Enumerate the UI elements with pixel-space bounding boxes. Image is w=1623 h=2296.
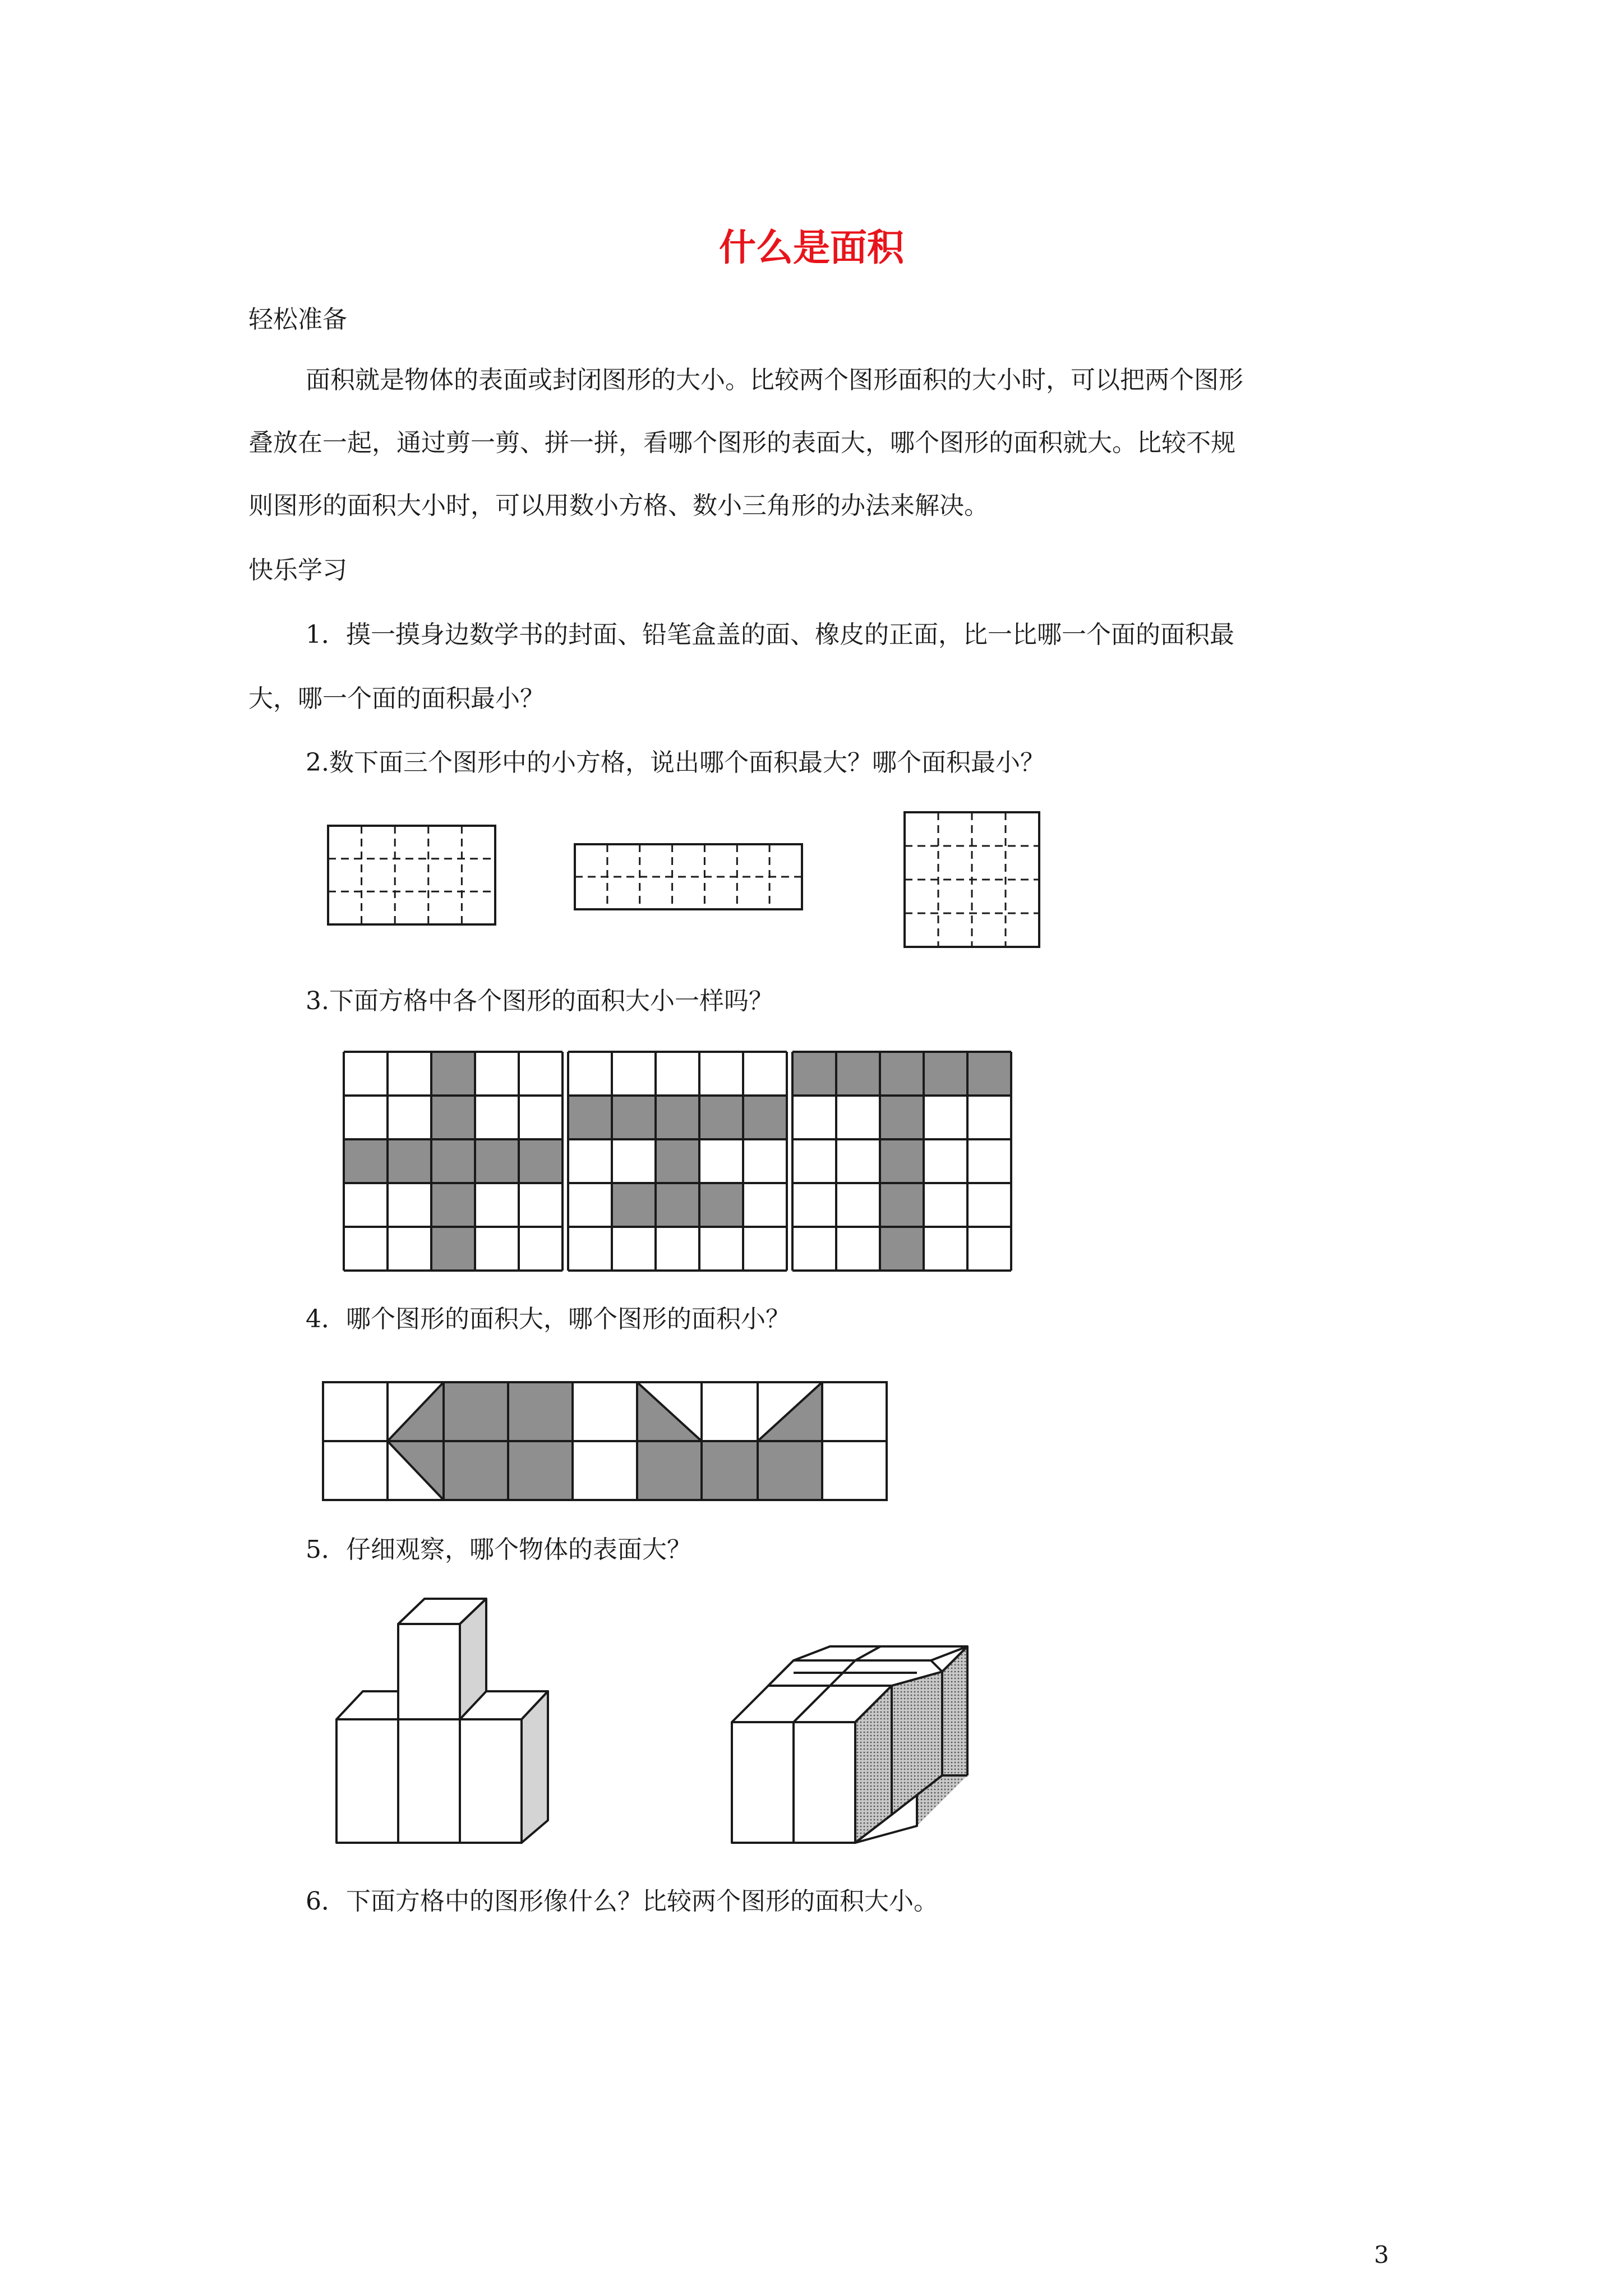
- q3-shaded-cell: [924, 1052, 967, 1096]
- q3-figure: [336, 1043, 1021, 1279]
- q3-shaded-cell: [880, 1139, 924, 1183]
- q3-shaded-cell: [431, 1052, 475, 1096]
- q3-grid-3: [792, 1052, 1011, 1271]
- q3-shaded-cell: [568, 1096, 612, 1139]
- q3-shaded-cell: [656, 1096, 699, 1139]
- q3-shaded-cell: [431, 1227, 475, 1271]
- q3-shaded-cell: [431, 1096, 475, 1139]
- q2-rect-1: [328, 826, 495, 924]
- question-1-line-2: 大，哪一个面的面积最小？: [248, 684, 545, 713]
- question-2: 2.数下面三个图形中的小方格，说出哪个面积最大？哪个面积最小？: [306, 748, 1045, 777]
- q3-shaded-cell: [880, 1183, 924, 1227]
- question-6: 6．下面方格中的图形像什么？比较两个图形的面积大小。: [306, 1887, 938, 1916]
- q3-shaded-cell: [743, 1096, 787, 1139]
- q3-shaded-cell: [880, 1052, 924, 1096]
- q3-shaded-cell: [519, 1139, 562, 1183]
- question-3: 3.下面方格中各个图形的面积大小一样吗？: [306, 987, 773, 1015]
- q3-shaded-cell: [475, 1139, 519, 1183]
- q3-shaded-cell: [792, 1052, 836, 1096]
- q2-rect-3-dashes: [905, 812, 1039, 947]
- learn-heading: 快乐学习: [248, 556, 347, 585]
- question-5: 5．仔细观察，哪个物体的表面大？: [306, 1535, 691, 1564]
- q3-shaded-cell: [836, 1052, 880, 1096]
- q2-rect-2: [575, 844, 802, 909]
- q4-figure: [320, 1372, 892, 1506]
- q3-shaded-cell: [656, 1183, 699, 1227]
- q3-shaded-cell: [699, 1183, 743, 1227]
- q3-shaded-cell: [388, 1139, 431, 1183]
- q3-shaded-cell: [344, 1139, 388, 1183]
- prep-line-2: 叠放在一起，通过剪一剪、拼一拼，看哪个图形的表面大，哪个图形的面积就大。比较不规: [248, 429, 1235, 457]
- q5-object-right: [732, 1646, 967, 1843]
- q3-shaded-cell: [880, 1227, 924, 1271]
- q3-shaded-cell: [431, 1139, 475, 1183]
- page-title: 什么是面积: [719, 226, 904, 269]
- q2-rect-2-dashes: [575, 844, 802, 909]
- q2-rect-1-dashes: [328, 826, 495, 924]
- prep-line-3: 则图形的面积大小时，可以用数小方格、数小三角形的办法来解决。: [248, 491, 989, 520]
- q5-figure: [314, 1596, 1054, 1854]
- prep-line-1: 面积就是物体的表面或封闭图形的大小。比较两个图形面积的大小时，可以把两个图形: [306, 366, 1243, 394]
- q3-shaded-cell: [967, 1052, 1011, 1096]
- q3-shaded-cell: [431, 1183, 475, 1227]
- question-1-line-1: 1．摸一摸身边数学书的封面、铅笔盒盖的面、橡皮的正面，比一比哪一个面的面积最: [306, 620, 1234, 649]
- q3-shaded-cell: [656, 1139, 699, 1183]
- q3-grid-2: [568, 1052, 787, 1271]
- q2-figure: [320, 799, 1082, 956]
- prep-heading: 轻松准备: [248, 305, 347, 334]
- q3-grid-1: [344, 1052, 562, 1271]
- q3-shaded-cell: [880, 1096, 924, 1139]
- q3-shaded-cell: [612, 1183, 656, 1227]
- q3-shaded-cell: [612, 1096, 656, 1139]
- page-number: 3: [1374, 2241, 1389, 2269]
- q5-object-left: [336, 1599, 548, 1843]
- question-4: 4．哪个图形的面积大，哪个图形的面积小？: [306, 1305, 790, 1333]
- q3-shaded-cell: [699, 1096, 743, 1139]
